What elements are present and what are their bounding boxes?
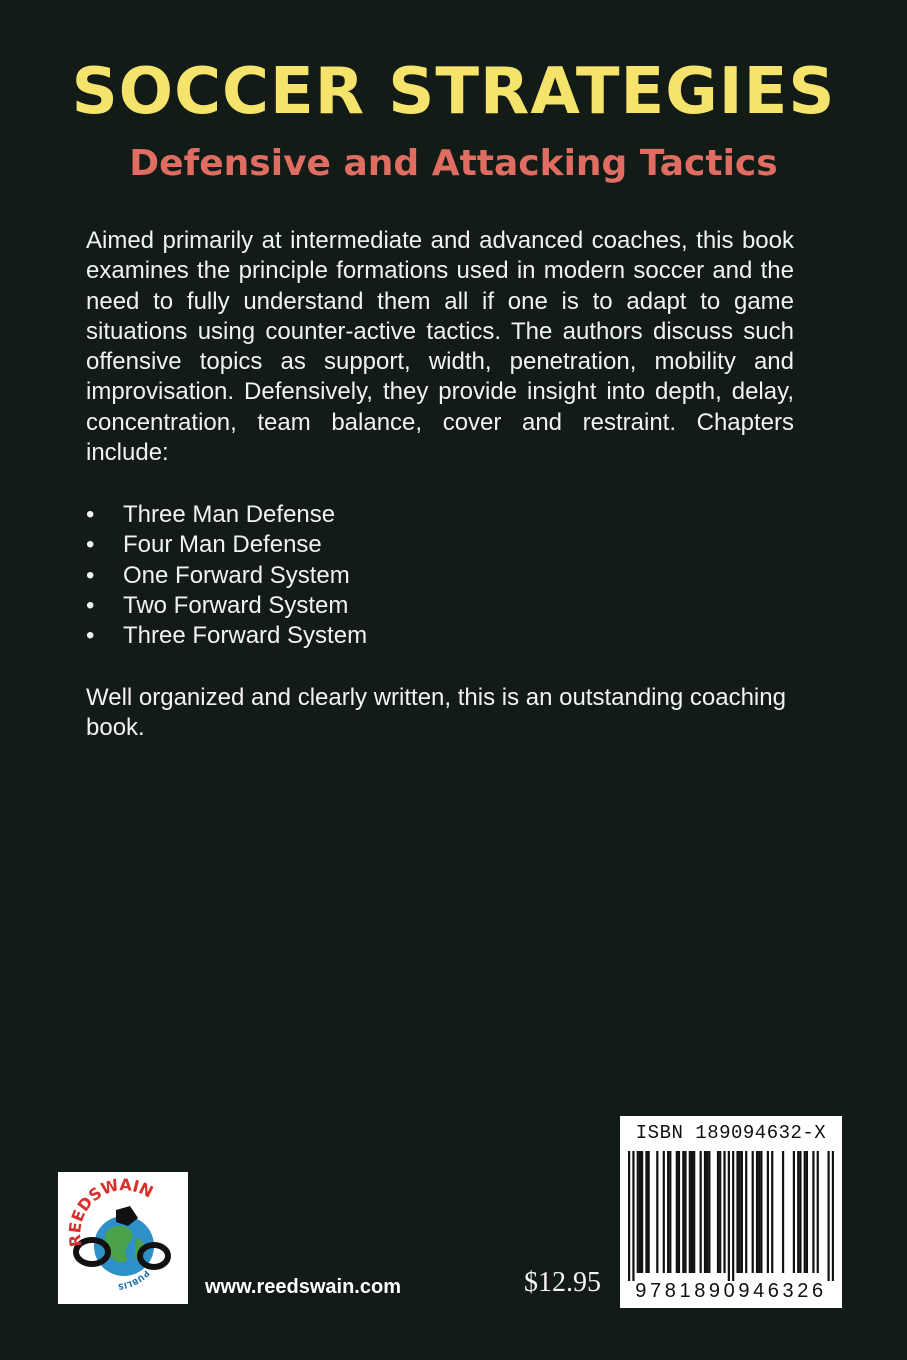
bullet-icon: • [86, 622, 95, 650]
barcode-bar [706, 1151, 708, 1273]
barcode-bar [645, 1151, 647, 1273]
barcode-bar [741, 1151, 743, 1273]
barcode-bar [719, 1151, 721, 1273]
barcode-bar [678, 1151, 680, 1273]
chapter-label: One Forward System [123, 561, 350, 589]
closing-statement: Well organized and clearly written, this is an outstanding coaching book. [86, 684, 786, 742]
barcode-bar [817, 1151, 819, 1273]
chapter-label: Three Man Defense [123, 501, 336, 528]
barcode-bar [745, 1151, 747, 1273]
chapter-item [86, 621, 686, 651]
logo-publishing-text: PUBLIS [117, 1268, 151, 1292]
barcode-bar [684, 1151, 686, 1273]
isbn-barcode [620, 1116, 842, 1308]
barcode-bar [752, 1151, 754, 1273]
barcode-bar [669, 1151, 671, 1273]
barcode-bar [689, 1151, 691, 1273]
barcode-bar [708, 1151, 710, 1273]
barcode-bar [667, 1151, 669, 1273]
barcode-bar [648, 1151, 650, 1273]
barcode-bar [804, 1151, 806, 1273]
book-subtitle: Defensive and Attacking Tactics [129, 143, 778, 184]
bullet-icon: • [86, 561, 95, 589]
barcode-bars [628, 1151, 834, 1281]
barcode-bar [632, 1151, 634, 1281]
barcode-bar [782, 1151, 784, 1273]
publisher-logo-graphic [58, 1172, 188, 1304]
book-description: Aimed primarily at intermediate and advanced coaches, this book examines the principle formations used in modern soccer and the need to fully understand them all if one is to adapt to game situations using counter-active tactics. The authors discuss such offensive topics as support, width, penetration, mobility and improvisation. Defensively, they provide insight into depth, delay, concentration, team balance, cover and restraint. Chapters include: [86, 227, 794, 467]
price-label: $12.95 [524, 1267, 601, 1298]
barcode-bar [723, 1151, 725, 1273]
chapter-label: Two Forward System [123, 591, 349, 619]
barcode-bar [732, 1151, 734, 1281]
isbn-label: ISBN 189094632-X [635, 1122, 827, 1144]
barcode-bar [663, 1151, 665, 1273]
barcode-bar [758, 1151, 760, 1273]
barcode-bar [827, 1151, 829, 1281]
bullet-icon: • [86, 591, 95, 619]
isbn-digits: 9781890946326 [635, 1280, 827, 1302]
barcode-bar [797, 1151, 799, 1273]
chapter-label: Three Forward System [123, 622, 368, 650]
barcode-bar [637, 1151, 639, 1273]
barcode-bar [656, 1151, 658, 1273]
barcode-bar [812, 1151, 814, 1273]
bullet-icon: • [86, 501, 95, 528]
barcode-bar [676, 1151, 678, 1273]
barcode-bar [799, 1151, 801, 1273]
barcode-bar [700, 1151, 702, 1273]
logo-name-text: REEDSWAIN [65, 1175, 157, 1249]
barcode-bar [682, 1151, 684, 1273]
barcode-bar [641, 1151, 643, 1273]
publisher-logo [58, 1172, 188, 1304]
barcode-bar [693, 1151, 695, 1273]
barcode-bar [832, 1151, 834, 1281]
barcode-bar [728, 1151, 730, 1281]
publisher-website: www.reedswain.com [205, 1276, 401, 1298]
barcode-bar [756, 1151, 758, 1273]
barcode-bar [793, 1151, 795, 1273]
barcode-bar [717, 1151, 719, 1273]
bullet-icon: • [86, 531, 95, 559]
barcode-bar [806, 1151, 808, 1273]
barcode-bar [760, 1151, 762, 1273]
barcode-bar [704, 1151, 706, 1273]
barcode-bar [767, 1151, 769, 1273]
chapter-label: Four Man Defense [123, 531, 322, 559]
chapter-list [86, 500, 686, 651]
barcode-bar [736, 1151, 738, 1273]
barcode-bar [628, 1151, 630, 1281]
barcode-bar [639, 1151, 641, 1273]
barcode-bar [739, 1151, 741, 1273]
chapter-item [86, 500, 686, 530]
chapter-item [86, 561, 686, 591]
barcode-bar [691, 1151, 693, 1273]
chapter-item [86, 530, 686, 560]
chapter-item [86, 591, 686, 621]
book-title: SOCCER STRATEGIES [71, 55, 836, 129]
barcode-bar [771, 1151, 773, 1273]
